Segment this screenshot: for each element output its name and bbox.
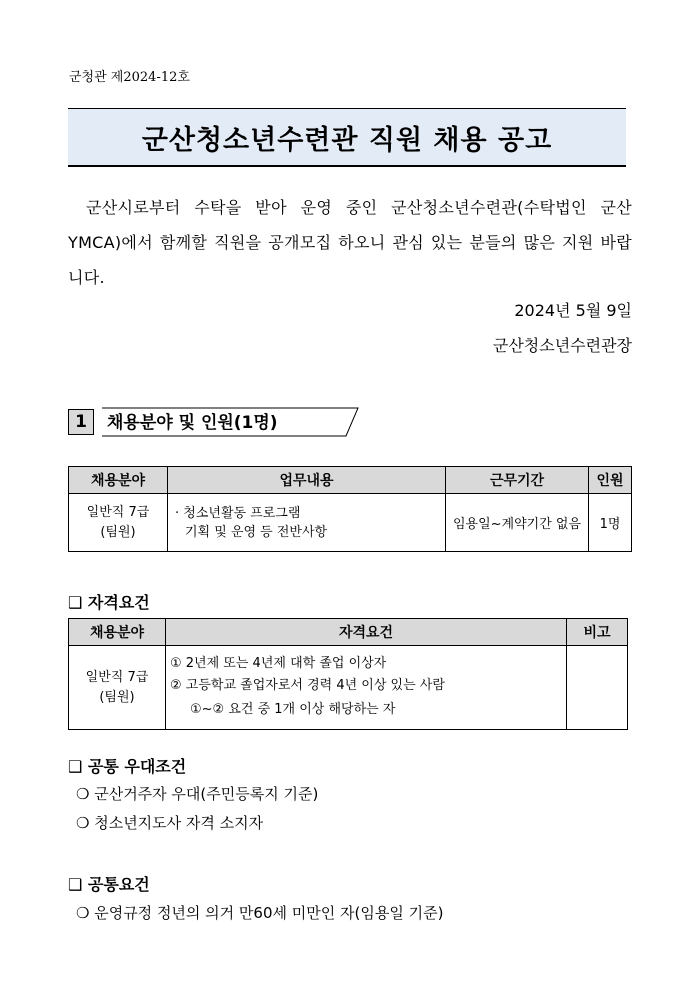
duty-line: 기획 및 운영 등 전반사항 (185, 524, 328, 540)
intro-paragraph (68, 190, 632, 295)
table-header: 비고 (567, 619, 628, 646)
duty-line: · 청소년활동 프로그램 (175, 505, 301, 521)
table-header: 채용분야 (69, 467, 168, 494)
section-number-badge: 1 (68, 409, 94, 435)
issuer-name: 군산청소년수련관장 (492, 336, 632, 355)
table-cell-field (69, 646, 166, 730)
preference-item: ❍ 군산거주자 우대(주민등록지 기준) (76, 785, 319, 803)
common-requirement-item: ❍ 운영규정 정년의 의거 만60세 미만인 자(임용일 기준) (76, 904, 444, 922)
table-cell-note (567, 646, 628, 730)
announcement-date: 2024년 5월 9일 (514, 301, 632, 320)
document-number: 군청관 제2024-12호 (69, 70, 190, 85)
field-line: 일반직 7급 (86, 504, 150, 520)
requirement-item: ① 2년제 또는 4년제 대학 졸업 이상자 (170, 655, 387, 671)
recruitment-table (68, 466, 632, 552)
table-cell-duty (168, 494, 446, 552)
table-cell-field (69, 494, 168, 552)
table-cell-count: 1명 (589, 494, 632, 552)
common-requirements-heading: ❑ 공통요건 (68, 875, 150, 894)
intro-text: 군산시로부터 수탁을 받아 운영 중인 군산청소년수련관(수탁법인 군산YMCA)에서 함께할 직원을 공개모집 하오니 관심 있는 분들의 많은 지원 바랍니다. (68, 198, 632, 287)
preferences-heading: ❑ 공통 우대조건 (68, 757, 187, 776)
requirement-item: ② 고등학교 졸업자로서 경력 4년 이상 있는 사람 (170, 677, 445, 693)
qualifications-heading: ❑ 자격요건 (68, 593, 150, 612)
table-header: 근무기간 (446, 467, 589, 494)
preference-item: ❍ 청소년지도사 자격 소지자 (76, 814, 264, 832)
title-banner (68, 108, 626, 167)
qualifications-table (68, 618, 628, 730)
field-line: (팀원) (99, 689, 135, 705)
table-cell-requirements (166, 646, 567, 730)
section-heading: 채용분야 및 인원(1명) (107, 413, 278, 433)
field-line: (팀원) (100, 524, 136, 540)
page-title: 군산청소년수련관 직원 채용 공고 (141, 124, 553, 156)
table-cell-period: 임용일~계약기간 없음 (446, 494, 589, 552)
field-line: 일반직 7급 (85, 669, 149, 685)
requirement-item: ①~② 요건 중 1개 이상 해당하는 자 (190, 701, 396, 717)
table-header: 업무내용 (168, 467, 446, 494)
table-header: 자격요건 (166, 619, 567, 646)
table-header: 채용분야 (69, 619, 166, 646)
table-header: 인원 (589, 467, 632, 494)
